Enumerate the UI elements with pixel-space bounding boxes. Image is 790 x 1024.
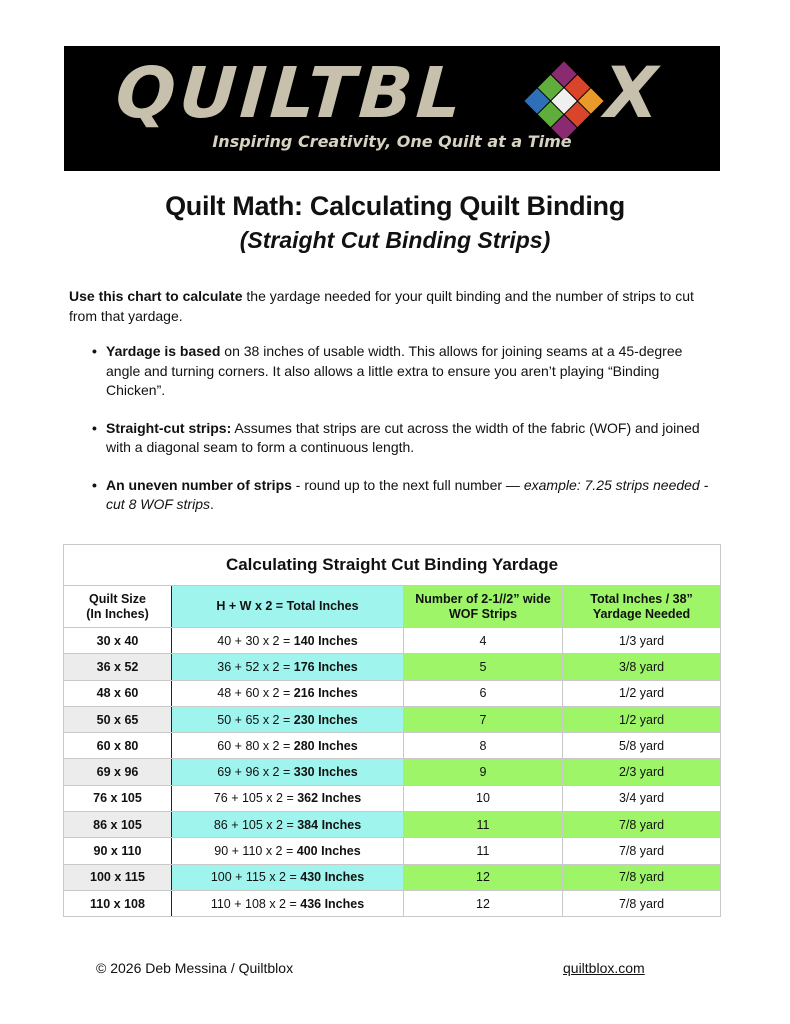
intro-paragraph [69,286,719,326]
cell-yardage: 1/2 yard [563,706,721,732]
notes-list [92,342,720,533]
header-total-inches: H + W x 2 = Total Inches [172,586,404,628]
cell-total: 280 Inches [293,738,358,753]
page-title: Quilt Math: Calculating Quilt Binding [165,191,625,221]
note-text: - round up to the next full number — [291,476,524,493]
note-bold: An uneven number of strips [106,476,292,493]
intro-text: the yardage needed for your quilt binding and the number of strips to cut from that yardage. [69,288,694,324]
cell-total: 384 Inches [297,817,362,832]
cell-formula: 69 + 96 x 2 = [217,765,294,780]
note-bold: Yardage is based [106,343,221,359]
cell-formula: 60 + 80 x 2 = [217,738,294,753]
table-row [64,785,721,811]
cell-formula: 76 + 105 x 2 = [213,791,298,806]
note-bold: Straight-cut strips: [106,419,232,436]
cell-strips: 11 [404,812,563,838]
cell-total: 330 Inches [293,765,358,780]
note-text: Assumes that strips are cut across the width of the fabric (WOF) and joined with a diagonal seam to form a continuous length. [106,419,700,455]
cell-total-inches [172,812,404,838]
cell-total-inches [172,864,404,890]
note-text: on 38 inches of usable width. This allows for joining seams at a 45-degree angle and turning corners. It also allows a little extra to ensure you aren’t playing “Binding Chicken”. [106,343,683,398]
cell-total: 436 Inches [300,896,365,911]
cell-quilt-size: 60 x 80 [64,733,172,759]
cell-total-inches [172,680,404,706]
cell-strips: 12 [404,864,563,890]
cell-yardage: 3/4 yard [563,785,721,811]
cell-yardage: 7/8 yard [563,812,721,838]
cell-quilt-size: 69 x 96 [64,759,172,785]
cell-strips: 12 [404,890,563,916]
cell-formula: 48 + 60 x 2 = [217,686,294,701]
cell-strips: 10 [404,785,563,811]
note-tail: . [209,496,214,512]
table-row [64,759,721,785]
cell-strips: 11 [404,838,563,864]
table-row [64,812,721,838]
cell-formula: 100 + 115 x 2 = [210,870,301,885]
cell-total-inches [172,654,404,680]
cell-total-inches [172,706,404,732]
table-row [64,864,721,890]
header-quilt-size: Quilt Size (In Inches) [64,586,172,628]
cell-total: 230 Inches [293,712,358,727]
cell-total-inches [172,759,404,785]
cell-quilt-size: 110 x 108 [64,890,172,916]
cell-formula: 50 + 65 x 2 = [217,712,294,727]
table-row [64,890,721,916]
cell-quilt-size: 30 x 40 [64,628,172,654]
cell-total: 400 Inches [296,844,361,859]
cell-quilt-size: 76 x 105 [64,785,172,811]
cell-total-inches [172,733,404,759]
cell-total: 176 Inches [293,659,358,674]
cell-formula: 40 + 30 x 2 = [217,633,294,648]
footer-website-link[interactable]: quiltblox.com [563,960,645,976]
intro-bold: Use this chart to calculate [69,288,243,304]
binding-yardage-table [63,544,721,917]
logo-wordmark: QUILTBL [113,52,468,134]
cell-yardage: 7/8 yard [563,838,721,864]
cell-total: 216 Inches [293,686,358,701]
cell-quilt-size: 90 x 110 [64,838,172,864]
cell-formula: 110 + 108 x 2 = [210,896,301,911]
cell-quilt-size: 100 x 115 [64,864,172,890]
note-example: example: 7.25 strips needed - cut 8 WOF strips [106,476,709,512]
cell-quilt-size: 86 x 105 [64,812,172,838]
table-row [64,680,721,706]
cell-quilt-size: 48 x 60 [64,680,172,706]
cell-total: 430 Inches [300,870,365,885]
cell-formula: 36 + 52 x 2 = [217,659,294,674]
cell-strips: 4 [404,628,563,654]
cell-total-inches [172,785,404,811]
cell-strips: 5 [404,654,563,680]
cell-formula: 90 + 110 x 2 = [214,844,297,859]
cell-total-inches [172,838,404,864]
cell-yardage: 2/3 yard [563,759,721,785]
cell-yardage: 7/8 yard [563,890,721,916]
cell-quilt-size: 36 x 52 [64,654,172,680]
cell-strips: 7 [404,706,563,732]
note-item: • Straight-cut strips: Assumes that strips are cut across the width of the fabric (WOF) and joined with a diagonal seam to form a continuous length. [92,419,700,455]
header-banner [64,46,720,171]
cell-quilt-size: 50 x 65 [64,706,172,732]
table-row [64,706,721,732]
logo-wordmark-x: X [604,52,658,134]
cell-total: 362 Inches [297,791,362,806]
tagline: Inspiring Creativity, One Quilt at a Time [212,132,572,151]
cell-strips: 8 [404,733,563,759]
note-item: • Yardage is based on 38 inches of usable width. This allows for joining seams at a 45-degree angle and turning corners. It also allows a little extra to ensure you aren’t playing “Binding Chicken”. [92,343,683,398]
header-strips: Number of 2-1//2” wide WOF Strips [404,586,563,628]
cell-yardage: 5/8 yard [563,733,721,759]
table-row [64,654,721,680]
quilt-block-logo-icon [522,59,606,143]
cell-strips: 6 [404,680,563,706]
table-row [64,628,721,654]
cell-total-inches [172,890,404,916]
cell-strips: 9 [404,759,563,785]
cell-total: 140 Inches [293,633,358,648]
table-title: Calculating Straight Cut Binding Yardage [64,545,721,586]
table-row [64,733,721,759]
table-row [64,838,721,864]
cell-yardage: 1/2 yard [563,680,721,706]
cell-yardage: 7/8 yard [563,864,721,890]
note-item: • An uneven number of strips - round up to the next full number — example: 7.25 strips needed - cut 8 WOF strips. [92,476,709,512]
cell-yardage: 1/3 yard [563,628,721,654]
cell-total-inches [172,628,404,654]
cell-yardage: 3/8 yard [563,654,721,680]
page-subtitle: (Straight Cut Binding Strips) [239,227,551,253]
footer-copyright: © 2026 Deb Messina / Quiltblox [96,960,294,976]
header-yardage: Total Inches / 38” Yardage Needed [563,586,721,628]
cell-formula: 86 + 105 x 2 = [213,817,298,832]
